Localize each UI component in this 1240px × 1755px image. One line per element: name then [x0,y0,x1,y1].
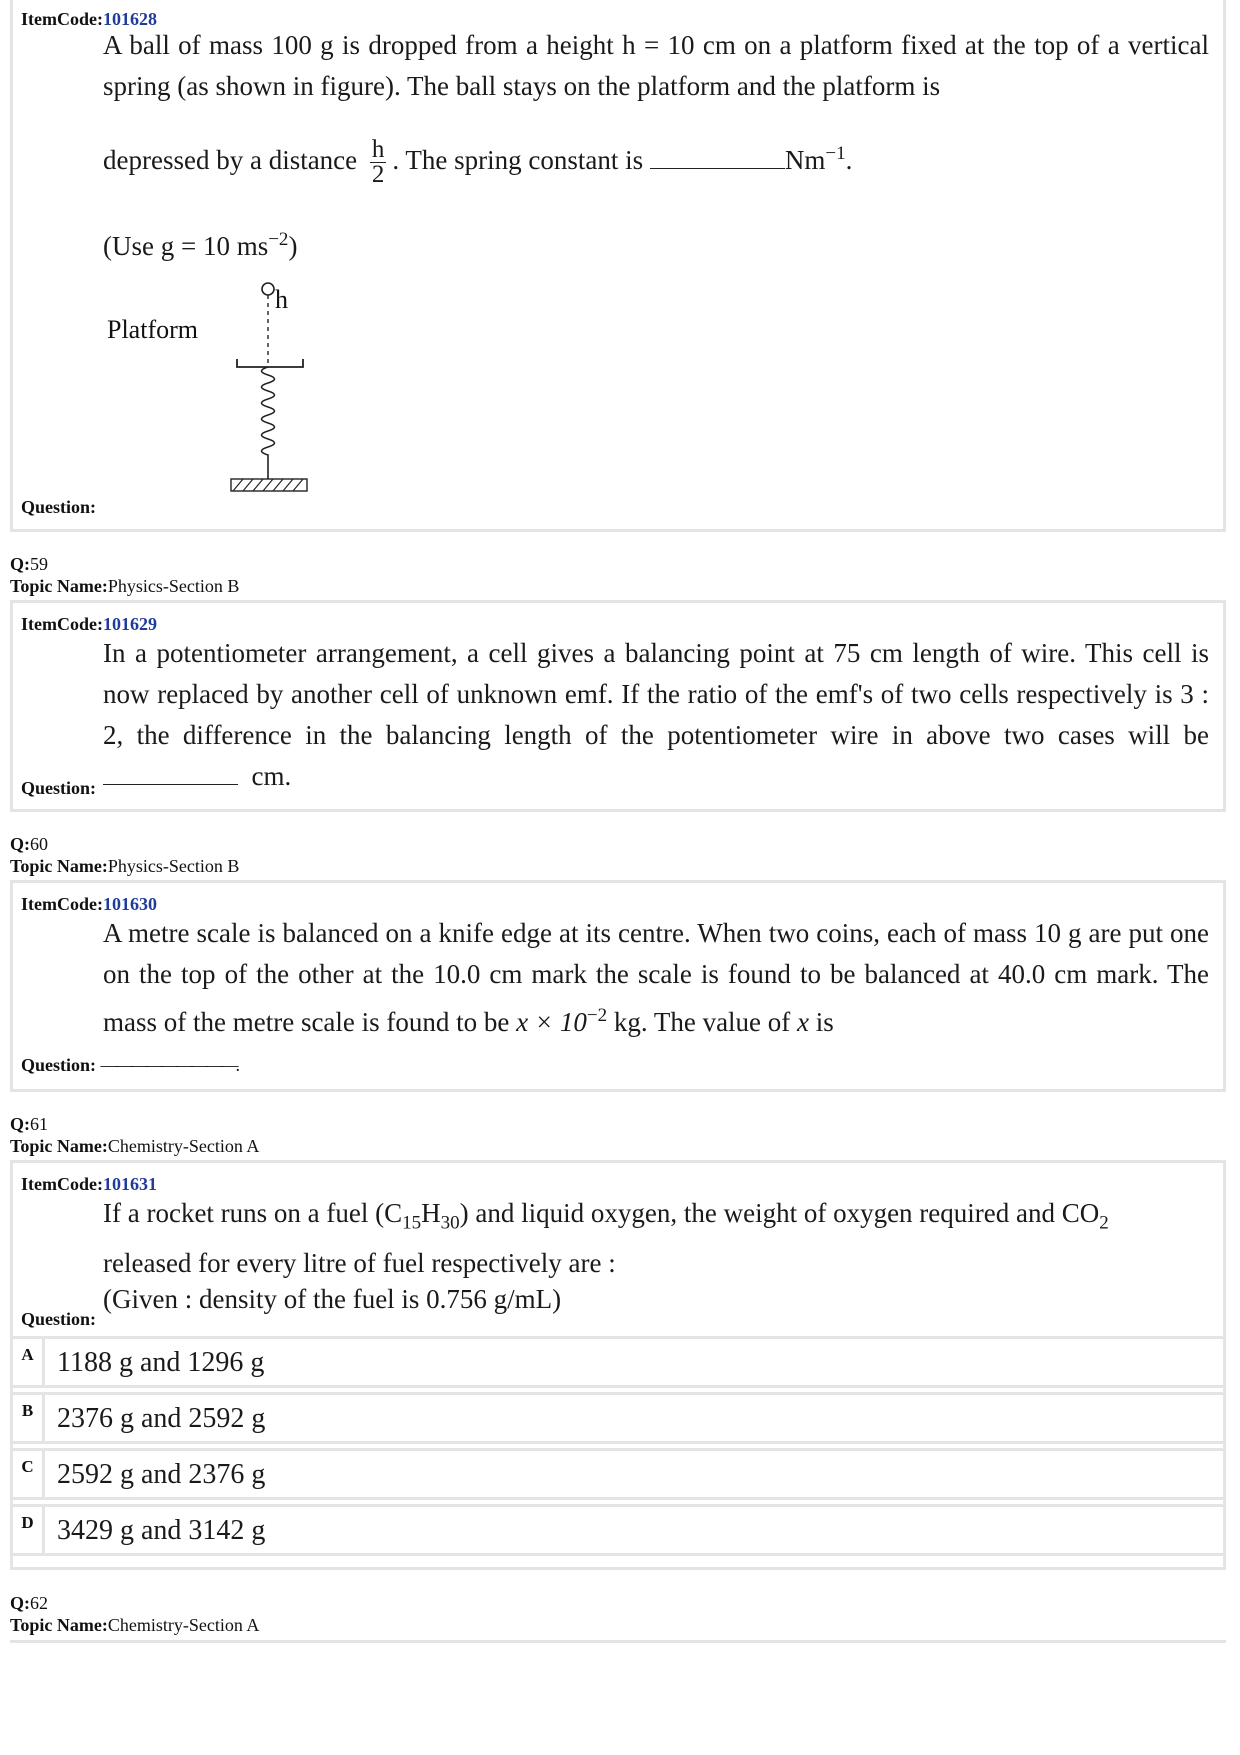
text-part: . The spring constant is [392,145,644,175]
question-number [10,1592,259,1614]
topic-value: Chemistry-Section A [107,1615,260,1635]
question-text [103,1193,1209,1284]
question-meta-62 [10,1592,259,1636]
answer-blank [103,783,238,785]
q-label: Q: [10,1593,30,1613]
exponent: −2 [586,1005,608,1026]
answer-blank [650,167,785,169]
question-text [103,913,1209,1043]
q-number: 59 [30,554,48,574]
question-label [21,1055,237,1076]
question-number [10,833,239,855]
question-meta-59 [10,553,239,597]
q-number: 62 [30,1593,48,1613]
option-letter: A [13,1339,45,1385]
question-label: Question: [21,1309,97,1329]
option-text: 2376 g and 2592 g [57,1403,266,1434]
subscript: 2 [1099,1212,1109,1234]
topic-value: Physics-Section B [107,856,240,876]
question-text-line2 [103,133,1209,187]
subscript: 30 [440,1212,460,1234]
text-part: If a rocket runs on a fuel (C [103,1198,403,1228]
topic-name [10,1135,259,1157]
option-b[interactable] [10,1392,1226,1444]
question-text [103,633,1209,797]
item-code-number: 101630 [102,894,157,914]
topic-name [10,1614,259,1636]
topic-name [10,575,239,597]
question-label-text: Question: [21,1055,97,1075]
topic-label: Topic Name: [10,1615,108,1635]
item-code-label: ItemCode: [21,1174,103,1194]
answer-blank: —————————. [100,1055,238,1075]
text-part: released for every litre of fuel respectively are : [103,1248,616,1279]
option-letter: D [13,1507,45,1553]
section-divider [10,1640,1226,1643]
platform-shape [237,359,303,367]
option-d[interactable] [10,1504,1226,1556]
question-number [10,1113,259,1135]
text-part: ) and liquid oxygen, the weight of oxygen required and CO [459,1198,1100,1228]
use-g-note [103,219,1209,267]
text-part: (Use g = 10 ms [103,231,269,261]
figure-label-h: h [275,285,288,314]
item-code [21,614,157,635]
question-meta-61 [10,1113,259,1157]
item-code-label: ItemCode: [21,9,103,29]
text-part: A metre scale is balanced on a knife edge at its centre. When two coins, each of mass 10 g are put one on the top of the other at the 10.0 cm mark the scale is found to be balanced at 40.0 cm mark. The mass of the metre scale is found to be [103,918,1209,1037]
math-variable: x [797,1007,810,1037]
option-letter: C [13,1451,45,1497]
question-label: Question: [21,497,97,517]
item-code-label: ItemCode: [21,894,103,914]
unit: Nm [784,145,826,175]
option-letter: B [13,1395,45,1441]
figure-label-platform: Platform [107,315,198,344]
fraction-h-over-2 [370,138,387,187]
option-a[interactable] [10,1336,1226,1388]
question-text: A ball of mass 100 g is dropped from a height h = 10 cm on a platform fixed at the top of a vertical spring (as shown in figure). The ball stays on the platform and the platform is [103,30,1209,101]
text-part: depressed by a distance [103,145,358,175]
q-label: Q: [10,1114,30,1134]
option-c[interactable] [10,1448,1226,1500]
item-code [21,1174,157,1195]
question-box-59 [10,600,1226,812]
text-part: kg. The value of [613,1007,791,1037]
math-expression: x × 10 [516,1007,587,1037]
text-part: ) [288,231,298,261]
ground-base [231,479,307,491]
subscript: 15 [402,1212,422,1234]
question-meta-60 [10,833,239,877]
ball-icon [262,283,274,295]
q-label: Q: [10,834,30,854]
topic-label: Topic Name: [10,856,108,876]
item-code-label: ItemCode: [21,614,103,634]
topic-value: Chemistry-Section A [107,1136,260,1156]
frac-den: 2 [371,161,385,189]
item-code-number: 101628 [102,9,157,29]
q-number: 61 [30,1114,48,1134]
item-code-number: 101629 [102,614,157,634]
question-number [10,553,239,575]
frac-num: h [371,136,385,164]
question-box-58 [10,0,1226,532]
question-box-60 [10,880,1226,1092]
text-part: H [421,1198,441,1228]
question-label: Question: [21,778,97,798]
option-text: 1188 g and 1296 g [57,1347,265,1378]
exponent: −2 [268,229,289,250]
option-text: 3429 g and 3142 g [57,1515,266,1546]
item-code-number: 101631 [102,1174,157,1194]
q-label: Q: [10,554,30,574]
option-text: 2592 g and 2376 g [57,1459,266,1490]
unit-exponent: −1 [825,143,846,164]
spring-figure [103,279,323,519]
topic-label: Topic Name: [10,1136,108,1156]
topic-label: Topic Name: [10,576,108,596]
spring-coil [262,367,275,479]
item-code [21,894,157,915]
given-note: (Given : density of the fuel is 0.756 g/mL) [103,1284,562,1314]
text-part: In a potentiometer arrangement, a cell gives a balancing point at 75 cm length of wire. This cell is now replaced by another cell of unknown emf. If the ratio of the emf's of two cells respectively is 3 : 2, the difference in the balancing length of the potentiometer wire in above two cases will be [103,638,1209,750]
topic-name [10,855,239,877]
text-part: . [845,145,853,175]
text-part: is [815,1007,834,1037]
topic-value: Physics-Section B [107,576,240,596]
unit: cm. [251,761,292,791]
q-number: 60 [30,834,48,854]
